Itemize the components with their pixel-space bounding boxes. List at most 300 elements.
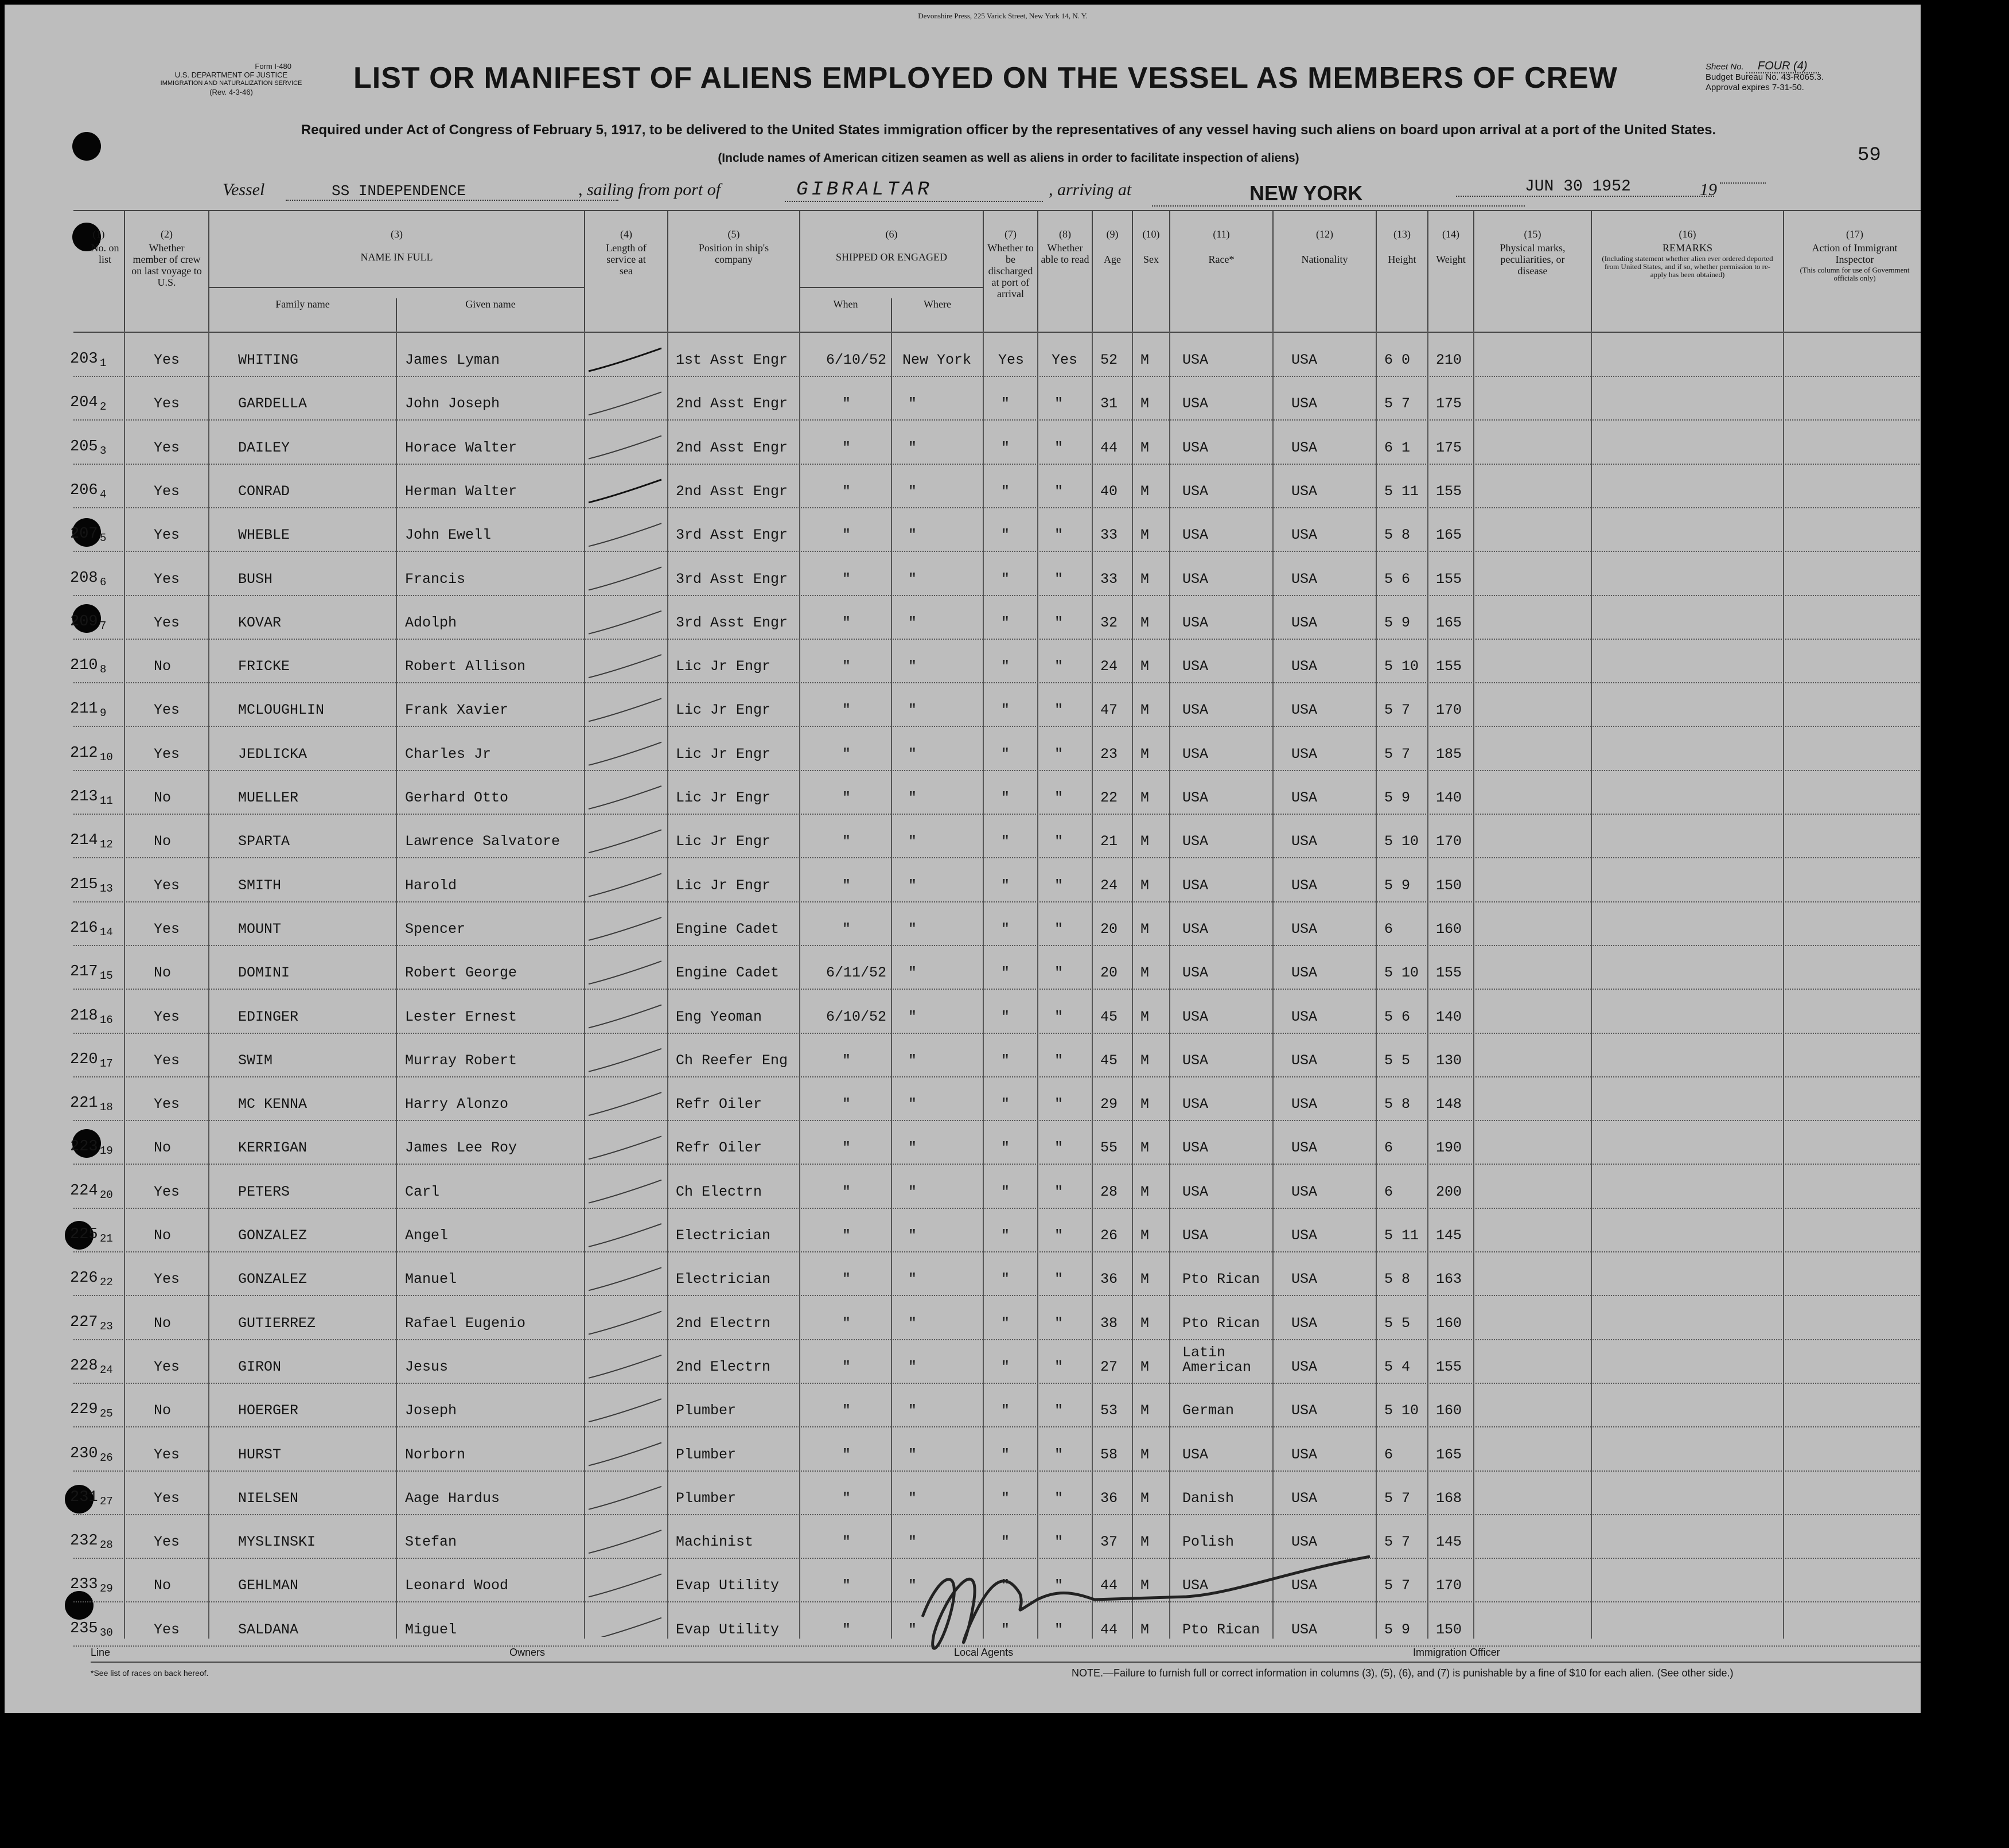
- given-name-cell: Leonard Wood: [405, 1577, 509, 1594]
- shipped-where-cell: ": [908, 527, 917, 544]
- no-on-list-cell: 27: [100, 1495, 113, 1508]
- nationality-cell: USA: [1291, 1621, 1318, 1638]
- nationality-cell: USA: [1291, 1402, 1318, 1419]
- check-mark: [589, 480, 661, 503]
- ledger-index: 235: [70, 1620, 98, 1637]
- ledger-index: 217: [70, 963, 98, 981]
- no-on-list-cell: 30: [100, 1626, 113, 1639]
- height-cell: 5 10: [1384, 1402, 1419, 1419]
- given-name-cell: Aage Hardus: [405, 1489, 500, 1507]
- age-cell: 29: [1100, 1096, 1118, 1113]
- position-cell: 2nd Asst Engr: [676, 439, 788, 456]
- crew-last-voyage-cell: No: [154, 833, 172, 850]
- shipped-where-cell: ": [908, 1621, 917, 1638]
- crew-last-voyage-cell: Yes: [154, 1183, 180, 1200]
- weight-cell: 175: [1436, 395, 1462, 413]
- crew-last-voyage-cell: Yes: [154, 1358, 180, 1375]
- weight-cell: 168: [1436, 1489, 1462, 1507]
- shipped-where-cell: New York: [902, 352, 972, 368]
- weight-cell: 150: [1436, 877, 1462, 894]
- no-on-list-cell: 17: [100, 1057, 113, 1070]
- able-to-read-cell: ": [1054, 745, 1064, 762]
- crew-last-voyage-cell: Yes: [154, 1621, 180, 1638]
- able-to-read-cell: ": [1054, 702, 1064, 719]
- race-cell: USA: [1182, 658, 1209, 675]
- able-to-read-cell: ": [1054, 1096, 1064, 1113]
- crew-last-voyage-cell: Yes: [154, 439, 180, 456]
- position-cell: 2nd Electrn: [676, 1358, 771, 1375]
- height-cell: 5 7: [1384, 1534, 1411, 1551]
- age-cell: 38: [1100, 1314, 1118, 1332]
- ledger-index: 229: [70, 1401, 98, 1419]
- height-cell: 6: [1384, 1446, 1393, 1463]
- age-cell: 20: [1100, 920, 1118, 937]
- height-cell: 6: [1384, 1139, 1393, 1157]
- height-cell: 5 10: [1384, 833, 1419, 850]
- no-on-list-cell: 15: [100, 970, 113, 983]
- ledger-index: 216: [70, 919, 98, 937]
- race-cell: USA: [1182, 745, 1209, 762]
- able-to-read-cell: ": [1054, 964, 1064, 982]
- department: U.S. DEPARTMENT OF JUSTICE: [174, 71, 288, 79]
- check-mark: [589, 1092, 661, 1115]
- footer-officer-label: Immigration Officer: [1413, 1647, 1500, 1658]
- nationality-cell: USA: [1291, 1183, 1318, 1200]
- shipped-where-cell: ": [908, 614, 917, 631]
- vessel-label: Vessel: [223, 180, 265, 199]
- race-cell: USA: [1182, 702, 1209, 719]
- no-on-list-cell: 2: [100, 400, 107, 414]
- race-cell: Pto Rican: [1182, 1271, 1260, 1288]
- crew-last-voyage-cell: Yes: [154, 877, 180, 894]
- crew-last-voyage-cell: Yes: [154, 614, 180, 631]
- age-cell: 55: [1100, 1139, 1118, 1157]
- given-name-cell: Carl: [405, 1183, 440, 1200]
- age-cell: 27: [1100, 1358, 1118, 1375]
- arriving-label: , arriving at: [1049, 180, 1132, 199]
- shipped-where-cell: ": [908, 745, 917, 762]
- check-mark: [589, 1005, 661, 1028]
- sex-cell: M: [1140, 1271, 1150, 1288]
- shipped-where-cell: ": [908, 1314, 917, 1332]
- ledger-index: 209: [70, 613, 98, 631]
- to-be-discharged-cell: ": [1001, 1314, 1010, 1332]
- able-to-read-cell: ": [1054, 1621, 1064, 1638]
- weight-cell: 170: [1436, 833, 1462, 850]
- nationality-cell: USA: [1291, 877, 1318, 894]
- table-row: [70, 464, 1921, 508]
- nationality-cell: USA: [1291, 352, 1318, 368]
- shipped-where-cell: ": [908, 1534, 917, 1551]
- sex-cell: M: [1140, 614, 1150, 631]
- year-label: 19: [1700, 180, 1717, 199]
- shipped-when-cell: ": [842, 1183, 851, 1200]
- sex-cell: M: [1140, 483, 1150, 500]
- able-to-read-cell: ": [1054, 1446, 1064, 1463]
- nationality-cell: USA: [1291, 1446, 1318, 1463]
- weight-cell: 140: [1436, 789, 1462, 806]
- family-name-cell: DAILEY: [238, 439, 290, 456]
- age-cell: 44: [1100, 1621, 1118, 1638]
- given-name-cell: Robert George: [405, 964, 517, 982]
- to-be-discharged-cell: ": [1001, 964, 1010, 982]
- crew-last-voyage-cell: No: [154, 1402, 172, 1419]
- table-header: [73, 210, 1921, 333]
- crew-last-voyage-cell: No: [154, 1227, 172, 1244]
- ledger-index: 212: [70, 744, 98, 762]
- col-header-3: (3) NAME IN FULL Family name Given name: [209, 211, 585, 332]
- check-mark: [589, 523, 661, 546]
- check-mark: [589, 1399, 661, 1422]
- family-name-cell: EDINGER: [238, 1008, 299, 1025]
- family-name-cell: HURST: [238, 1446, 282, 1463]
- nationality-cell: USA: [1291, 1314, 1318, 1332]
- to-be-discharged-cell: ": [1001, 789, 1010, 806]
- race-cell: German: [1182, 1402, 1235, 1419]
- table-row: [70, 1296, 1921, 1340]
- able-to-read-cell: ": [1054, 1489, 1064, 1507]
- given-name-header: Given name: [465, 298, 516, 310]
- sex-cell: M: [1140, 789, 1150, 806]
- able-to-read-cell: ": [1054, 833, 1064, 850]
- weight-cell: 155: [1436, 964, 1462, 982]
- height-cell: 5 10: [1384, 964, 1419, 982]
- sex-cell: M: [1140, 745, 1150, 762]
- sex-cell: M: [1140, 702, 1150, 719]
- race-cell: USA: [1182, 833, 1209, 850]
- weight-cell: 160: [1436, 1402, 1462, 1419]
- position-cell: Evap Utility: [676, 1577, 780, 1594]
- race-cell: USA: [1182, 1139, 1209, 1157]
- nationality-cell: USA: [1291, 658, 1318, 675]
- to-be-discharged-cell: ": [1001, 1358, 1010, 1375]
- ledger-index: 218: [70, 1007, 98, 1025]
- race-cell: Polish: [1182, 1534, 1235, 1551]
- ledger-index: 232: [70, 1532, 98, 1550]
- height-cell: 5 8: [1384, 1096, 1411, 1113]
- shipped-when-cell: ": [842, 702, 851, 719]
- nationality-cell: USA: [1291, 1489, 1318, 1507]
- shipped-where-cell: ": [908, 1227, 917, 1244]
- col-header-7: (7) Whether to be discharged at port of arrival: [984, 211, 1038, 332]
- nationality-cell: USA: [1291, 1534, 1318, 1551]
- check-mark: [589, 1180, 661, 1203]
- given-name-cell: Adolph: [405, 614, 457, 631]
- ledger-index: 221: [70, 1095, 98, 1112]
- crew-last-voyage-cell: No: [154, 1314, 172, 1332]
- weight-cell: 170: [1436, 1577, 1462, 1594]
- check-mark: [589, 611, 661, 634]
- age-cell: 45: [1100, 1008, 1118, 1025]
- given-name-cell: Stefan: [405, 1534, 457, 1551]
- weight-cell: 150: [1436, 1621, 1462, 1638]
- family-name-cell: MOUNT: [238, 920, 282, 937]
- weight-cell: 185: [1436, 745, 1462, 762]
- family-name-cell: DOMINI: [238, 964, 290, 982]
- check-mark: [589, 698, 661, 721]
- crew-last-voyage-cell: Yes: [154, 1534, 180, 1551]
- able-to-read-cell: ": [1054, 483, 1064, 500]
- given-name-cell: Francis: [405, 570, 466, 588]
- nationality-cell: USA: [1291, 527, 1318, 544]
- family-name-cell: HOERGER: [238, 1402, 299, 1419]
- col-header-13: (13) Height: [1377, 211, 1428, 332]
- race-cell: USA: [1182, 527, 1209, 544]
- height-cell: 5 8: [1384, 1271, 1411, 1288]
- age-cell: 40: [1100, 483, 1118, 500]
- race-cell: USA: [1182, 1446, 1209, 1463]
- given-name-cell: Jesus: [405, 1358, 449, 1375]
- age-cell: 33: [1100, 570, 1118, 588]
- age-cell: 23: [1100, 745, 1118, 762]
- shipped-when-cell: 6/10/52: [826, 1008, 887, 1025]
- sex-cell: M: [1140, 1446, 1150, 1463]
- no-on-list-cell: 28: [100, 1539, 113, 1552]
- given-name-cell: Murray Robert: [405, 1052, 517, 1069]
- able-to-read-cell: ": [1054, 1534, 1064, 1551]
- weight-cell: 160: [1436, 920, 1462, 937]
- check-mark: [589, 742, 661, 765]
- family-name-cell: WHITING: [238, 352, 299, 368]
- nationality-cell: USA: [1291, 395, 1318, 413]
- table-row: [70, 376, 1921, 421]
- able-to-read-cell: ": [1054, 1183, 1064, 1200]
- crew-last-voyage-cell: Yes: [154, 702, 180, 719]
- shipped-where-cell: ": [908, 1139, 917, 1157]
- shipped-when-cell: ": [842, 1096, 851, 1113]
- crew-last-voyage-cell: Yes: [154, 920, 180, 937]
- able-to-read-cell: ": [1054, 1008, 1064, 1025]
- port-of-arrival: NEW YORK: [1152, 181, 1525, 207]
- race-cell: USA: [1182, 570, 1209, 588]
- to-be-discharged-cell: ": [1001, 702, 1010, 719]
- position-cell: Ch Reefer Eng: [676, 1052, 788, 1069]
- sex-cell: M: [1140, 1577, 1150, 1594]
- able-to-read-cell: ": [1054, 1577, 1064, 1594]
- family-name-cell: WHEBLE: [238, 527, 290, 544]
- race-cell: USA: [1182, 1096, 1209, 1113]
- weight-cell: 155: [1436, 1358, 1462, 1375]
- no-on-list-cell: 7: [100, 619, 107, 632]
- col-header-17: (17) Action of Immigrant Inspector (This column for use of Government officials only): [1800, 228, 1910, 282]
- sex-cell: M: [1140, 1008, 1150, 1025]
- race-cell: USA: [1182, 1008, 1209, 1025]
- given-name-cell: Gerhard Otto: [405, 789, 509, 806]
- check-mark: [589, 1574, 661, 1597]
- position-cell: Refr Oiler: [676, 1096, 762, 1113]
- races-note: *See list of races on back hereof.: [91, 1668, 209, 1678]
- height-cell: 6: [1384, 920, 1393, 937]
- given-name-cell: Frank Xavier: [405, 702, 509, 719]
- sheet-label: Sheet No.: [1706, 62, 1744, 72]
- crew-last-voyage-cell: Yes: [154, 745, 180, 762]
- weight-cell: 165: [1436, 1446, 1462, 1463]
- height-cell: 5 8: [1384, 527, 1411, 544]
- nationality-cell: USA: [1291, 1139, 1318, 1157]
- shipped-where-cell: ": [908, 1402, 917, 1419]
- sex-cell: M: [1140, 1183, 1150, 1200]
- to-be-discharged-cell: ": [1001, 920, 1010, 937]
- ledger-index: 231: [70, 1488, 98, 1506]
- shipped-when-cell: ": [842, 1621, 851, 1638]
- position-cell: 3rd Asst Engr: [676, 570, 788, 588]
- sheet-value: FOUR (4): [1746, 60, 1819, 73]
- ledger-index: 228: [70, 1357, 98, 1375]
- to-be-discharged-cell: ": [1001, 1052, 1010, 1069]
- age-cell: 53: [1100, 1402, 1118, 1419]
- sex-cell: M: [1140, 1489, 1150, 1507]
- to-be-discharged-cell: ": [1001, 395, 1010, 413]
- height-cell: 5 7: [1384, 745, 1411, 762]
- ledger-index: 206: [70, 481, 98, 499]
- table-row: [70, 639, 1921, 683]
- crew-last-voyage-cell: Yes: [154, 395, 180, 413]
- to-be-discharged-cell: ": [1001, 614, 1010, 631]
- check-mark: [589, 1355, 661, 1378]
- sex-cell: M: [1140, 1402, 1150, 1419]
- no-on-list-cell: 16: [100, 1013, 113, 1026]
- table-row: [70, 990, 1921, 1034]
- weight-cell: 190: [1436, 1139, 1462, 1157]
- col-header-1: (1) No. on list: [73, 211, 125, 332]
- shipped-when-cell: 6/11/52: [826, 964, 887, 982]
- check-mark: [589, 961, 661, 984]
- weight-cell: 140: [1436, 1008, 1462, 1025]
- footer-agents-label: Local Agents: [954, 1647, 1014, 1658]
- crew-last-voyage-cell: Yes: [154, 1096, 180, 1113]
- weight-cell: 155: [1436, 570, 1462, 588]
- family-name-cell: GARDELLA: [238, 395, 307, 413]
- crew-last-voyage-cell: Yes: [154, 1052, 180, 1069]
- able-to-read-cell: ": [1054, 527, 1064, 544]
- family-name-cell: KOVAR: [238, 614, 282, 631]
- col-header-6: (6) SHIPPED OR ENGAGED When Where: [800, 211, 984, 332]
- sex-cell: M: [1140, 395, 1150, 413]
- check-mark: [589, 1312, 661, 1335]
- shipped-when-cell: ": [842, 1358, 851, 1375]
- to-be-discharged-cell: ": [1001, 1008, 1010, 1025]
- approval-expiry: Approval expires 7-31-50.: [1706, 83, 1804, 92]
- nationality-cell: USA: [1291, 1358, 1318, 1375]
- ledger-index: 210: [70, 657, 98, 675]
- age-cell: 44: [1100, 1577, 1118, 1594]
- race-cell: USA: [1182, 352, 1209, 368]
- age-cell: 58: [1100, 1446, 1118, 1463]
- penalty-note: NOTE.—Failure to furnish full or correct information in columns (3), (5), (6), and (7) is punishable by a fine of $10 for each alien. (See other side.): [1072, 1667, 1734, 1679]
- no-on-list-cell: 13: [100, 882, 113, 895]
- crew-last-voyage-cell: No: [154, 1577, 172, 1594]
- footer-rule: [91, 1662, 1921, 1663]
- given-name-cell: Angel: [405, 1227, 449, 1244]
- col-header-11: (11) Race*: [1170, 211, 1274, 332]
- punch-hole: [72, 132, 101, 161]
- check-mark: [589, 1267, 661, 1290]
- ledger-index: 220: [70, 1051, 98, 1068]
- race-cell: USA: [1182, 1052, 1209, 1069]
- no-on-list-cell: 23: [100, 1320, 113, 1333]
- able-to-read-cell: ": [1054, 395, 1064, 413]
- shipped-when-header: When: [800, 298, 892, 333]
- col-header-2: (2) Whether member of crew on last voyage to U.S.: [125, 211, 209, 332]
- position-cell: Plumber: [676, 1489, 737, 1507]
- position-cell: Ch Electrn: [676, 1183, 762, 1200]
- table-row: [70, 727, 1921, 771]
- position-cell: 1st Asst Engr: [676, 352, 788, 368]
- able-to-read-cell: ": [1054, 1402, 1064, 1419]
- position-cell: Electrician: [676, 1271, 771, 1288]
- given-name-cell: Lester Ernest: [405, 1008, 517, 1025]
- position-cell: 3rd Asst Engr: [676, 527, 788, 544]
- crew-last-voyage-cell: Yes: [154, 1446, 180, 1463]
- arrival-date: JUN 30 1952: [1456, 178, 1714, 197]
- family-name-cell: GIRON: [238, 1358, 282, 1375]
- race-cell: USA: [1182, 920, 1209, 937]
- check-mark: [589, 436, 661, 459]
- nationality-cell: USA: [1291, 702, 1318, 719]
- check-mark: [589, 1487, 661, 1509]
- sex-cell: M: [1140, 1314, 1150, 1332]
- table-row: [70, 683, 1921, 727]
- no-on-list-cell: 26: [100, 1451, 113, 1464]
- table-row: [70, 1383, 1921, 1427]
- race-cell: USA: [1182, 439, 1209, 456]
- given-name-cell: James Lyman: [405, 352, 500, 368]
- to-be-discharged-cell: Yes: [998, 352, 1025, 368]
- no-on-list-cell: 19: [100, 1145, 113, 1158]
- family-name-cell: GONZALEZ: [238, 1227, 307, 1244]
- shipped-when-cell: ": [842, 614, 851, 631]
- position-cell: 2nd Asst Engr: [676, 395, 788, 413]
- to-be-discharged-cell: ": [1001, 658, 1010, 675]
- height-cell: 5 10: [1384, 658, 1419, 675]
- no-on-list-cell: 1: [100, 357, 107, 369]
- position-cell: Lic Jr Engr: [676, 833, 771, 850]
- ledger-index: 223: [70, 1138, 98, 1156]
- position-cell: Evap Utility: [676, 1621, 780, 1638]
- shipped-where-cell: ": [908, 789, 917, 806]
- table-row: [70, 1427, 1921, 1472]
- shipped-when-cell: ": [842, 1139, 851, 1157]
- nationality-cell: USA: [1291, 833, 1318, 850]
- weight-cell: 145: [1436, 1227, 1462, 1244]
- age-cell: 37: [1100, 1534, 1118, 1551]
- shipped-when-cell: ": [842, 658, 851, 675]
- document-title: LIST OR MANIFEST OF ALIENS EMPLOYED ON THE VESSEL AS MEMBERS OF CREW: [353, 61, 1618, 95]
- position-cell: Lic Jr Engr: [676, 658, 771, 675]
- crew-last-voyage-cell: Yes: [154, 527, 180, 544]
- family-name-cell: SPARTA: [238, 833, 290, 850]
- shipped-where-cell: ": [908, 395, 917, 413]
- weight-cell: 155: [1436, 483, 1462, 500]
- ledger-index: 213: [70, 788, 98, 806]
- height-cell: 5 11: [1384, 483, 1419, 500]
- age-cell: 28: [1100, 1183, 1118, 1200]
- to-be-discharged-cell: ": [1001, 1402, 1010, 1419]
- age-cell: 33: [1100, 527, 1118, 544]
- shipped-where-cell: ": [908, 702, 917, 719]
- shipped-when-cell: ": [842, 833, 851, 850]
- table-row: [70, 771, 1921, 815]
- shipped-where-cell: ": [908, 877, 917, 894]
- shipped-where-cell: ": [908, 964, 917, 982]
- to-be-discharged-cell: ": [1001, 1446, 1010, 1463]
- nationality-cell: USA: [1291, 1096, 1318, 1113]
- sex-cell: M: [1140, 1096, 1150, 1113]
- no-on-list-cell: 9: [100, 707, 107, 720]
- shipped-when-cell: ": [842, 1052, 851, 1069]
- able-to-read-cell: ": [1054, 1358, 1064, 1375]
- position-cell: Refr Oiler: [676, 1139, 762, 1157]
